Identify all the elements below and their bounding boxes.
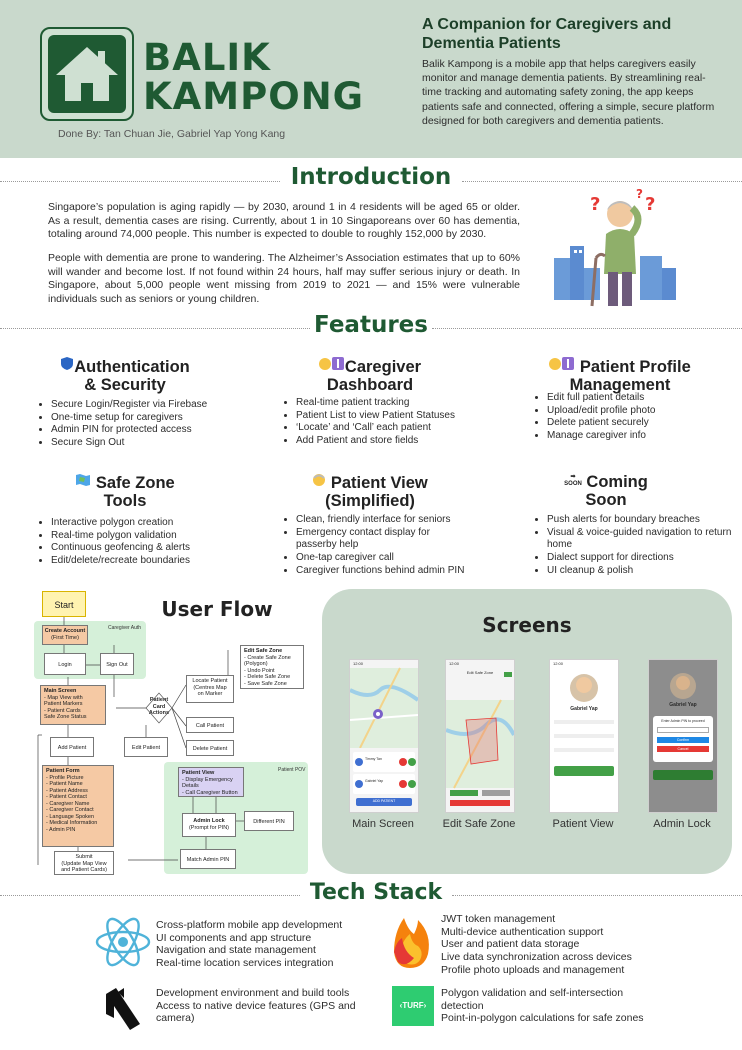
phone-patient-name: Gabriel Yap [669, 702, 697, 708]
phone-admin-lock [648, 659, 718, 813]
confirm-button[interactable]: Confirm [657, 737, 709, 743]
confused-senior-illustration [550, 188, 680, 313]
feature-caregiver-title-2: Dashboard [326, 376, 414, 394]
flow-label: Locate Patient [192, 678, 228, 684]
list-item: • Push alerts for boundary breaches [547, 514, 737, 527]
turf-description [441, 987, 691, 1025]
tech-item: Point-in-polygon calculations for safe zones [441, 1012, 644, 1025]
flow-sub: - Caregiver Name [46, 800, 90, 807]
list-item: • Dialect support for directions [547, 552, 737, 565]
list-item: • One-time setup for caregivers [51, 412, 251, 425]
tech-item: Live data synchronization across devices [441, 951, 632, 964]
flow-sub: (Polygon) [244, 661, 268, 667]
flow-sub: - Profile Picture [46, 774, 84, 781]
patient-avatar [550, 660, 618, 812]
tech-item: Access to native device features (GPS and [156, 999, 356, 1012]
phone-time: 12:00 [449, 661, 460, 666]
divider [452, 895, 742, 896]
group-label: Caregiver Auth [108, 625, 142, 631]
flow-call-patient: Call Patient [186, 717, 234, 733]
app-logo [40, 27, 134, 121]
tech-item: camera) [156, 1012, 195, 1025]
firebase-logo-icon [388, 912, 434, 972]
flow-sub: and Patient Cards) [61, 867, 107, 873]
screen-caption: Patient View [552, 818, 614, 830]
screen-caption: Admin Lock [653, 818, 711, 830]
list-item: • Secure Login/Register via Firebase [51, 399, 251, 412]
list-item: • Upload/edit profile photo [547, 405, 737, 418]
screens-heading: Screens [482, 613, 572, 637]
flow-sub: (Update Map View [61, 860, 107, 867]
tech-item: User and patient data storage [441, 938, 580, 951]
list-item: • Real-time patient tracking [296, 397, 496, 410]
user-flow-diagram [28, 585, 318, 879]
phone-main-screen [349, 659, 419, 813]
feature-safezone-title-1: Safe Zone [95, 474, 175, 492]
feature-profile-title-2: Management [569, 376, 671, 394]
flow-sub: - Delete Safe Zone [244, 674, 291, 680]
expo-description [156, 987, 386, 1025]
map-icon [75, 473, 91, 491]
tech-item: UI components and app structure [156, 931, 312, 944]
feature-profile-list [534, 392, 737, 443]
flow-sub: - Display Emergency [182, 776, 233, 783]
feature-auth-list [38, 399, 251, 450]
flow-sub: - Caregiver Contact [46, 807, 94, 813]
flow-sub: - Admin PIN [46, 826, 76, 833]
header-title: A Companion for Caregivers and Dementia Patients [422, 16, 672, 52]
flow-sub: Safe Zone Status [44, 714, 87, 720]
flow-label: Create Account [44, 628, 86, 634]
pin-dialog [653, 716, 713, 762]
flow-match-pin: Match Admin PIN [180, 849, 236, 869]
screen-caption: Main Screen [352, 818, 414, 830]
header-description: Balik Kampong is a mobile app that helps caregivers easily monitor and manage dementia patients. By streamlining real-time tracking and automating safety zoning, the app keeps patients safe and connected, offering a simple, secure platform designed for both caregivers and dementia patients. [422, 58, 715, 127]
phone-patient-view [549, 659, 619, 813]
introduction-heading: Introduction [290, 164, 452, 190]
svg-text:?: ? [636, 188, 643, 201]
phone-time: 12:00 [553, 661, 564, 666]
list-item: • Patient List to view Patient Statuses [296, 410, 496, 423]
features-heading: Features [314, 312, 428, 338]
flow-create-account [42, 625, 88, 645]
list-item: • Add Patient and store fields [296, 435, 496, 448]
flow-label: Patient Form [46, 768, 80, 774]
phone-patient-name: Timmy Tan [365, 757, 382, 761]
feature-safezone-title-2: Tools [103, 492, 147, 510]
map-view [350, 660, 418, 812]
svg-text:?: ? [645, 194, 656, 215]
list-item: • Interactive polygon creation [51, 517, 251, 530]
flow-edit-safe-zone [240, 645, 304, 689]
flow-sub: - Map View with [44, 694, 83, 701]
tech-item: Polygon validation and self-intersection [441, 987, 624, 999]
tech-item: Development environment and build tools [156, 987, 350, 999]
feature-caregiver-list [283, 397, 496, 448]
flow-label: Admin Lock [193, 818, 225, 824]
feature-safezone-list [38, 517, 251, 568]
flow-locate-patient [186, 675, 234, 703]
feature-safezone-title [50, 473, 200, 510]
phone-patient-name: Gabriel Yap [365, 779, 384, 783]
list-item: • Secure Sign Out [51, 437, 251, 450]
react-logo-icon [94, 915, 152, 969]
flow-edit-patient: Edit Patient [124, 737, 168, 757]
divider [432, 328, 742, 329]
tech-item: Navigation and state management [156, 944, 316, 957]
flow-sub: - Save Safe Zone [244, 680, 287, 687]
flow-sub: - Create Safe Zone [244, 654, 291, 661]
flow-delete-patient: Delete Patient [186, 740, 234, 756]
intro-paragraph-1: Singapore’s population is aging rapidly — by 2030, around 1 in 4 residents will be aged 65 or older. As a result, dementia cases are rising. Currently, about 1 in 10 Singaporeans over 60 has dementia, totaling around 74,000 people. This number is expected to double to roughly 152,000 by 2030. [48, 201, 520, 240]
feature-profile-title-1: Patient Profile [579, 358, 691, 376]
flow-sub: (Centres Map [193, 684, 227, 691]
divider [462, 181, 742, 182]
list-item: • Manage caregiver info [547, 430, 737, 443]
feature-patientview-title-2: (Simplified) [325, 492, 415, 510]
health-worker-icon [319, 356, 345, 375]
flow-different-pin: Different PIN [244, 811, 294, 831]
divider [0, 895, 300, 896]
soon-tag: SOON [564, 481, 582, 487]
flow-sub: on Marker [197, 691, 223, 697]
group-label: Patient POV [278, 767, 306, 773]
turf-logo-icon: ‹TURF› [392, 986, 434, 1026]
feature-auth-title-2: & Security [84, 376, 166, 394]
expo-logo-icon [102, 984, 144, 1032]
flow-sign-out: Sign Out [100, 653, 134, 675]
list-item: • Caregiver functions behind admin PIN [296, 565, 471, 578]
shield-icon [60, 356, 74, 375]
house-icon [48, 35, 126, 113]
tech-item: Real-time location services integration [156, 957, 334, 970]
feature-profile-title [530, 356, 710, 394]
feature-auth-title [40, 356, 210, 394]
flow-sub: - Patient Contact [46, 794, 87, 800]
flow-sub: - Patient Cards [44, 707, 81, 714]
flow-sub: - Medical Information [46, 820, 98, 826]
flow-patient-form [42, 765, 114, 847]
flow-add-patient: Add Patient [50, 737, 94, 757]
flow-label: Patient [149, 697, 169, 703]
list-item: • UI cleanup & polish [547, 565, 737, 578]
flow-main-screen [40, 685, 106, 725]
list-item: • Edit/delete/recreate boundaries [51, 555, 251, 568]
user-flow-heading: User Flow [161, 597, 273, 621]
list-item: • One-tap caregiver call [296, 552, 471, 565]
feature-patientview-list [283, 514, 471, 578]
flow-label: Patient View [182, 770, 215, 776]
react-description [156, 919, 386, 970]
flow-sub: - Patient Address [46, 787, 88, 794]
flow-sub: (Prompt for PIN) [188, 824, 230, 831]
firebase-description [441, 913, 691, 977]
flow-patient-card-actions [136, 697, 182, 717]
feature-coming-list [534, 514, 737, 578]
list-item: • Admin PIN for protected access [51, 424, 251, 437]
feature-coming-title-2: Soon [585, 491, 627, 509]
list-item: • Continuous geofencing & alerts [51, 542, 251, 555]
flow-admin-lock [182, 813, 236, 837]
feature-caregiver-title-1: Caregiver [344, 358, 422, 376]
flow-label: Submit [75, 854, 93, 860]
pin-prompt: Enter Admin PIN to proceed [661, 719, 705, 723]
tech-item: Multi-device authentication support [441, 925, 604, 938]
flow-label: Actions [148, 710, 170, 716]
list-item: • Edit full patient details [547, 392, 737, 405]
flow-sub: - Undo Point [244, 667, 275, 674]
flow-label: Main Screen [44, 688, 77, 694]
intro-paragraph-2: People with dementia are prone to wandering. The Alzheimer’s Association estimates that up to 60% will wander and become lost. If not found within 24 hours, half may suffer serious injury or death. In Singapore, about 5,000 people went missing from 2019 to 2021 — and 15% were vulnerable individuals such as seniors or young children. [48, 252, 520, 305]
feature-patientview-title-1: Patient View [330, 474, 428, 492]
feature-patientview-title [290, 473, 450, 510]
map-view [446, 660, 514, 812]
tech-item: Profile photo uploads and management [441, 963, 625, 976]
feature-coming-title [536, 473, 676, 509]
phone-edit-safe-zone [445, 659, 515, 813]
tech-item: detection [441, 999, 484, 1012]
svg-text:?: ? [590, 194, 601, 215]
divider [0, 181, 280, 182]
phone-patient-name: Gabriel Yap [570, 706, 598, 712]
tech-stack-heading: Tech Stack [309, 880, 443, 905]
pin-input[interactable] [657, 727, 709, 733]
tech-item: JWT token management [441, 913, 556, 925]
flow-sub: - Call Caregiver Button [182, 789, 238, 796]
soon-arrow-icon: ➡ SOON [564, 474, 582, 487]
flow-sub: (First Time) [51, 634, 79, 641]
list-item: • Emergency contact display for passerby help [296, 527, 471, 552]
flow-label: Edit Safe Zone [244, 648, 283, 654]
flow-sub: - Language Spoken [46, 813, 95, 820]
list-item: • Delete patient securely [547, 417, 737, 430]
flow-login: Login [44, 653, 86, 675]
phone-time: 12:00 [353, 661, 364, 666]
divider [0, 328, 310, 329]
list-item: • Real-time polygon validation [51, 530, 251, 543]
feature-caregiver-title [290, 356, 450, 394]
flow-sub: Patient Markers [44, 701, 83, 707]
cancel-button[interactable]: Cancel [657, 746, 709, 752]
flow-sub: - Patient Name [46, 781, 83, 787]
list-item: • Clean, friendly interface for seniors [296, 514, 471, 527]
brand-name-line2: KAMPONG [143, 75, 365, 118]
phone-header: Edit Safe Zone [466, 670, 494, 675]
screen-caption: Edit Safe Zone [442, 818, 516, 830]
tech-item: Cross-platform mobile app development [156, 919, 343, 931]
phone-add-patient-button: ADD PATIENT [372, 799, 396, 803]
flow-label: Card [152, 703, 166, 710]
health-worker-icon [549, 356, 575, 375]
authors: Done By: Tan Chuan Jie, Gabriel Yap Yong Kang [58, 128, 286, 140]
flow-sub: Details [182, 783, 199, 789]
list-item: • Visual & voice-guided navigation to return home [547, 527, 737, 552]
brand-name-line1: BALIK [143, 36, 271, 79]
flow-patient-view [178, 767, 244, 797]
list-item: • ‘Locate’ and ‘Call’ each patient [296, 422, 496, 435]
feature-auth-title-1: Authentication [74, 358, 190, 376]
feature-coming-title-1: Coming [586, 473, 648, 491]
flow-start: Start [42, 591, 86, 617]
senior-face-icon [312, 473, 326, 491]
flow-submit [54, 851, 114, 875]
